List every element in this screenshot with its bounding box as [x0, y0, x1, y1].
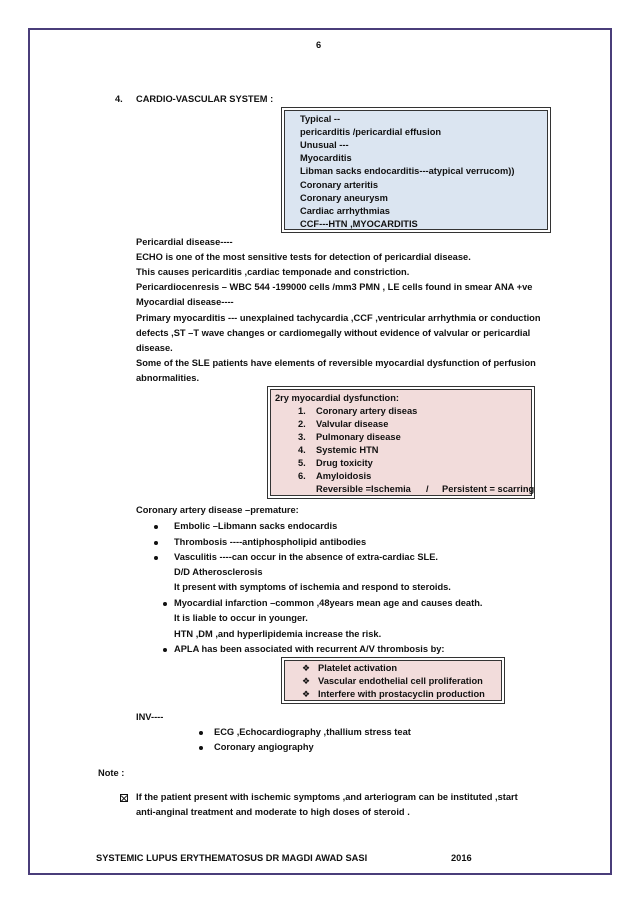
list-number: 5. [298, 458, 306, 468]
clinical-feature-line: Coronary arteritis [300, 179, 379, 190]
clinical-feature-line: Typical -- [300, 114, 341, 124]
clinical-feature-line: CCF---HTN ,MYOCARDITIS [300, 218, 418, 229]
persistent-label: Persistent = scarring [442, 484, 535, 494]
list-number: 2. [298, 419, 306, 429]
inv-title: INV---- [136, 712, 164, 722]
clinical-feature-line: Myocarditis [300, 153, 352, 164]
diamond-bullet-icon: ❖ [302, 676, 311, 686]
paragraph-line: Myocardial disease---- [136, 297, 234, 308]
paragraph-line: Pericardiocenresis – WBC 544 -199000 cells /mm3 PMN , LE cells found in smear ANA +ve [136, 282, 533, 293]
reversible-label: Reversible =Ischemia [316, 484, 411, 494]
bullet-icon [199, 746, 203, 750]
footer-year: 2016 [451, 853, 472, 863]
checkbox-x-icon [120, 794, 128, 802]
page-number: 6 [316, 40, 322, 50]
note-line-1: If the patient present with ischemic symptoms ,and arteriogram can be instituted ,start [136, 792, 518, 802]
list-item: Systemic HTN [316, 445, 379, 455]
bullet-icon [154, 541, 158, 545]
cad-bullet-item: Embolic –Libmann sacks endocardis [174, 521, 338, 531]
list-number: 6. [298, 471, 306, 481]
list-item: Coronary artery diseas [316, 406, 418, 416]
paragraph-line: disease. [136, 342, 173, 353]
bullet-icon [199, 731, 203, 735]
clinical-feature-line: Libman sacks endocarditis---atypical verrucom)) [300, 166, 515, 177]
list-item: Valvular disease [316, 419, 389, 429]
vasculitis-note: D/D Atherosclerosis [174, 567, 263, 577]
clinical-feature-line: Unusual --- [300, 140, 349, 151]
secondary-dysfunction-title: 2ry myocardial dysfunction: [275, 393, 399, 403]
paragraph-line: This causes pericarditis ,cardiac temponade and constriction. [136, 267, 410, 278]
section-number: 4. [115, 94, 123, 104]
cad-title: Coronary artery disease –premature: [136, 505, 299, 515]
list-number: 4. [298, 445, 306, 455]
list-item: Pulmonary disease [316, 432, 401, 442]
apla-mechanism-item: Vascular endothelial cell proliferation [318, 676, 483, 686]
list-number: 1. [298, 406, 306, 416]
bullet-icon [154, 525, 158, 529]
mi-bullet-item: Myocardial infarction –common ,48years mean age and causes death. [174, 598, 483, 608]
footer-text: SYSTEMIC LUPUS ERYTHEMATOSUS DR MAGDI AWAD SASI [96, 853, 368, 863]
clinical-feature-line: pericarditis /pericardial effusion [300, 127, 442, 138]
paragraph-line: defects ,ST –T wave changes or cardiomegally without evidence of valvular or pericardial [136, 327, 531, 338]
diamond-bullet-icon: ❖ [302, 689, 311, 699]
cad-bullet-item: Vasculitis ----can occur in the absence of extra-cardiac SLE. [174, 552, 439, 562]
vasculitis-note: It present with symptoms of ischemia and respond to steroids. [174, 582, 451, 592]
list-item: Drug toxicity [316, 458, 373, 468]
clinical-feature-line: Cardiac arrhythmias [300, 205, 390, 216]
paragraph-line: abnormalities. [136, 372, 200, 383]
bullet-icon [163, 602, 167, 606]
section-title: CARDIO-VASCULAR SYSTEM : [136, 94, 274, 104]
mi-note: It is liable to occur in younger. [174, 613, 308, 623]
cad-bullet-item: Thrombosis ----antiphospholipid antibodies [174, 537, 367, 547]
paragraph-line: Some of the SLE patients have elements of reversible myocardial dysfunction of perfusion [136, 357, 536, 368]
bullet-icon [154, 556, 158, 560]
note-title: Note : [98, 768, 125, 778]
bullet-icon [163, 648, 167, 652]
diamond-bullet-icon: ❖ [302, 663, 311, 673]
paragraph-line: Primary myocarditis --- unexplained tachycardia ,CCF ,ventricular arrhythmia or conduction [136, 312, 541, 323]
note-line-2: anti-anginal treatment and moderate to high doses of steroid . [136, 807, 410, 817]
list-item: Amyloidosis [316, 471, 372, 481]
list-number: 3. [298, 432, 306, 442]
apla-bullet-item: APLA has been associated with recurrent A/V thrombosis by: [174, 644, 445, 654]
paragraph-line: Pericardial disease---- [136, 237, 233, 247]
apla-mechanism-item: Platelet activation [318, 663, 398, 673]
mi-note: HTN ,DM ,and hyperlipidemia increase the risk. [174, 629, 382, 639]
clinical-feature-line: Coronary aneurysm [300, 192, 388, 203]
apla-mechanism-item: Interfere with prostacyclin production [318, 689, 485, 699]
investigation-item: Coronary angiography [214, 742, 314, 752]
paragraph-line: ECHO is one of the most sensitive tests for detection of pericardial disease. [136, 252, 471, 263]
investigation-item: ECG ,Echocardiography ,thallium stress teat [214, 727, 411, 737]
separator-slash: / [426, 484, 429, 494]
